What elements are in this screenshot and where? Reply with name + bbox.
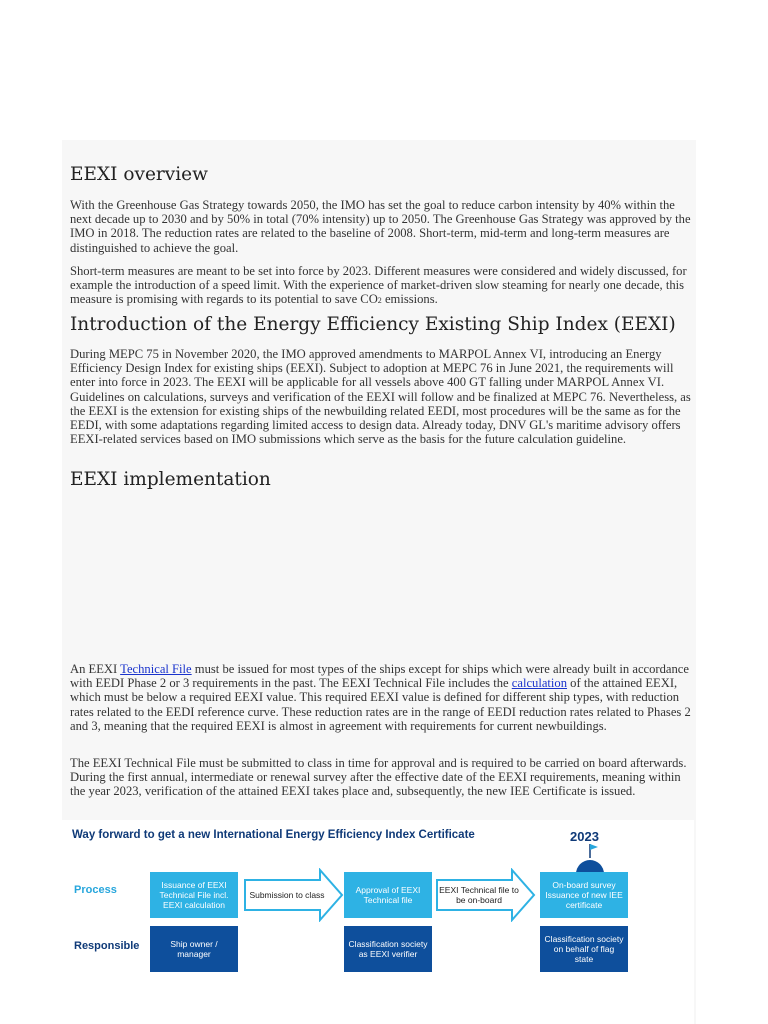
heading-eexi-introduction: Introduction of the Energy Efficiency Existing Ship Index (EEXI) [70,314,676,335]
certificate-process-figure [62,820,694,1024]
overview-paragraph-1: With the Greenhouse Gas Strategy towards 2050, the IMO has set the goal to reduce carbon intensity by 40% within the next decade up to 2030 and by 50% in total (70% intensity) up to 2050. The Greenhouse Gas Strategy was approved by the IMO in 2018. The reduction rates are related to the baseline of 2008. Short-term, mid-term and long-term measures are distinguished to achieve the goal. [70,198,691,255]
technical-file-link[interactable]: Technical File [120,662,192,676]
responsible-box-flag-state: Classification society on behalf of flag state [540,926,628,972]
row-label-responsible: Responsible [74,940,140,952]
arrow-onboard [436,868,536,922]
arrow-label-onboard: EEXI Technical file to be on-board [439,885,519,905]
process-box-survey: On-board survey Issuance of new IEE certificate [540,872,628,918]
responsible-box-verifier: Classification society as EEXI verifier [344,926,432,972]
overview-paragraph-2: Short-term measures are meant to be set into force by 2023. Different measures were considered and widely discussed, for example the introduction of a speed limit. With the experience of market-driven slow steaming for nearly one decade, this measure is promising with regards to its potential to save CO2 emissions. [70,264,687,307]
arrow-label-submission: Submission to class [249,890,325,900]
figure-title: Way forward to get a new International Energy Efficiency Index Certificate [72,829,475,841]
implementation-paragraph-1: An EEXI Technical File must be issued for most types of the ships except for ships which were already built in accordance with EEDI Phase 2 or 3 requirements in the past. The EEXI Technical File includes the calculation of the attained EEXI, which must be below a required EEXI value. This required EEXI value is defined for different ship types, with reduction rates related to the EEDI reference curve. These reduction rates are in the range of EEDI reduction rates related to Phases 2 and 3, meaning that the required EEXI is almost in agreement with requirements for current newbuildings. [70,662,691,733]
arrow-submission [244,868,344,922]
figure-year: 2023 [570,829,599,844]
calculation-link[interactable]: calculation [511,676,568,691]
implementation-paragraph-2: The EEXI Technical File must be submitted to class in time for approval and is required to be carried on board afterwards. During the first annual, intermediate or renewal survey after the effective date of the EEXI requirements, meaning within the year 2023, verification of the attained EEXI takes place and, subsequently, the new IEE Certificate is issued. [70,756,687,799]
heading-eexi-overview: EEXI overview [70,164,208,185]
responsible-box-owner: Ship owner / manager [150,926,238,972]
row-label-process: Process [74,884,117,896]
heading-eexi-implementation: EEXI implementation [70,469,271,490]
introduction-paragraph: During MEPC 75 in November 2020, the IMO approved amendments to MARPOL Annex VI, introducing an Energy Efficiency Design Index for existing ships (EEXI). Subject to adoption at MEPC 76 in June 2021, the requirements will enter into force in 2023. The EEXI will be applicable for all vessels above 400 GT falling under MARPOL Annex VI. Guidelines on calculations, surveys and verification of the EEXI will follow and be finalized at MEPC 76. Nevertheless, as the EEXI is the extension for existing ships of the newbuilding related EEDI, most procedures will be the same as for the EEDI, with some adaptations regarding limited access to design data. Already today, DNV GL's maritime advisory offers EEXI-related services based on IMO submissions which serve as the basis for the future calculation guideline. [70,347,691,447]
process-box-approval: Approval of EEXI Technical file [344,872,432,918]
milestone-flag-icon [568,842,608,874]
process-box-issuance: Issuance of EEXI Technical File incl. EEXI calculation [150,872,238,918]
